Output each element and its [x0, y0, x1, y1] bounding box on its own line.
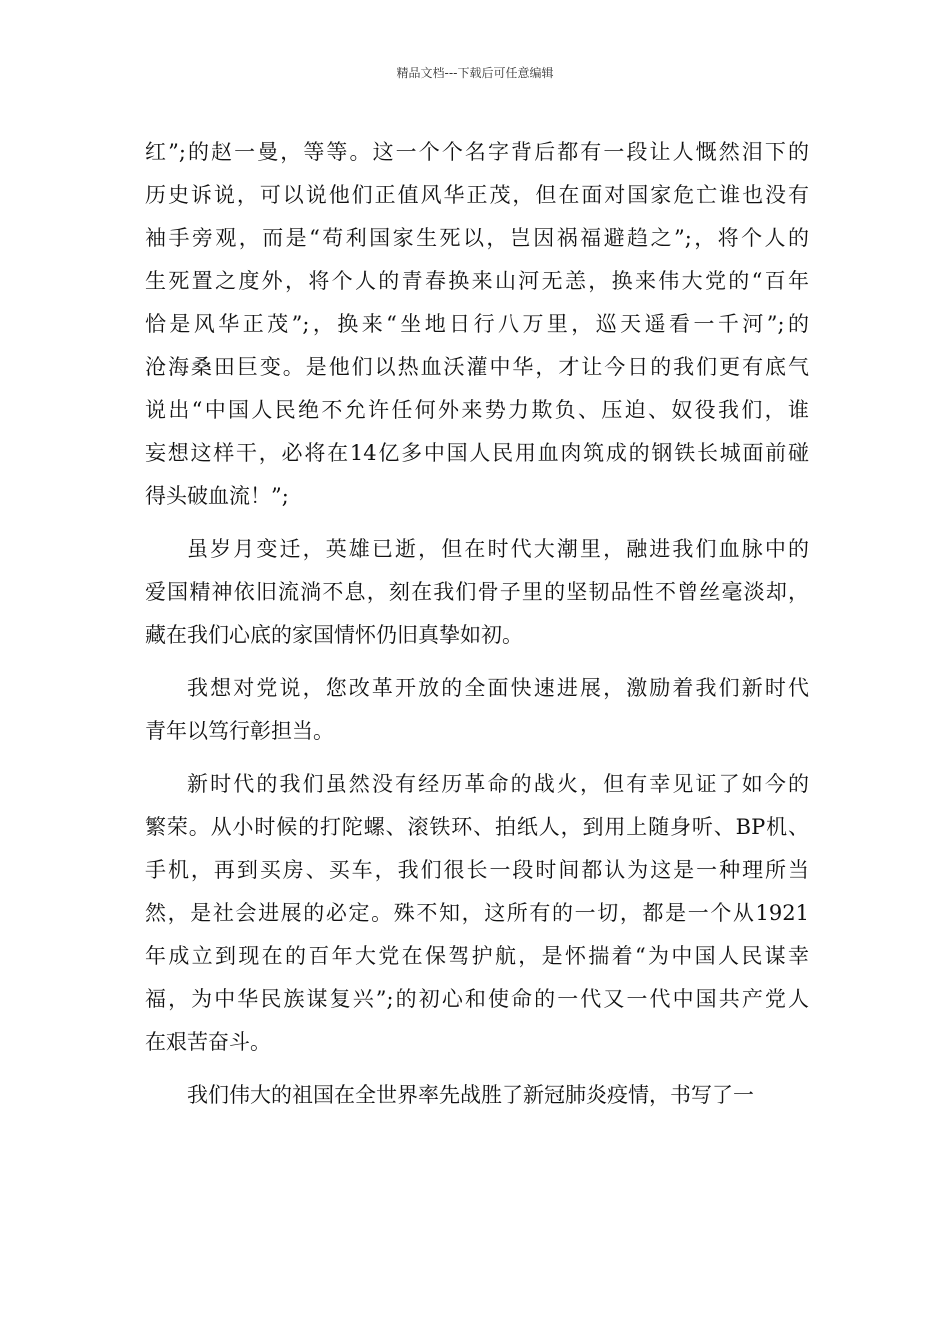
text-line: 然，是社会进展的必定。殊不知，这所有的一切，都是一个从1921 [145, 901, 809, 925]
text-line: 红”;的赵一曼，等等。这一个个名字背后都有一段让人慨然泪下的 [145, 140, 809, 164]
text-line: 恰是风华正茂”;，换来“坐地日行八万里，巡天遥看一千河”;的 [145, 312, 809, 336]
text-line: 藏在我们心底的家国情怀仍旧真挚如初。 [145, 623, 523, 647]
text-line: 我想对党说，您改革开放的全面快速进展，激励着我们新时代 [187, 676, 809, 700]
text-line: 在艰苦奋斗。 [145, 1030, 271, 1054]
text-line: 沧海桑田巨变。是他们以热血沃灌中华，才让今日的我们更有底气 [145, 355, 809, 379]
paragraph [145, 528, 809, 657]
text-line: 虽岁月变迁，英雄已逝，但在时代大潮里，融进我们血脉中的 [187, 537, 809, 561]
text-line: 年成立到现在的百年大党在保驾护航，是怀揣着“为中国人民谋幸 [145, 944, 809, 968]
text-line: 我们伟大的祖国在全世界率先战胜了新冠肺炎疫情，书写了一 [187, 1083, 754, 1107]
paragraph [145, 1074, 809, 1117]
text-line: 福，为中华民族谋复兴”;的初心和使命的一代又一代中国共产党人 [145, 987, 809, 1011]
text-line: 袖手旁观，而是“苟利国家生死以，岂因祸福避趋之”;，将个人的 [145, 226, 809, 250]
text-line: 繁荣。从小时候的打陀螺、滚铁环、拍纸人，到用上随身听、BP机、 [145, 815, 809, 839]
body-text [145, 131, 809, 1117]
text-line: 说出“中国人民绝不允许任何外来势力欺负、压迫、奴役我们，谁 [145, 398, 809, 422]
paragraph [145, 763, 809, 1064]
page-header: 精品文档---下载后可任意编辑 [396, 66, 554, 80]
text-line: 爱国精神依旧流淌不息，刻在我们骨子里的坚韧品性不曾丝毫淡却， [145, 580, 809, 604]
text-line: 新时代的我们虽然没有经历革命的战火，但有幸见证了如今的 [187, 772, 809, 796]
text-line: 妄想这样干，必将在14亿多中国人民用血肉筑成的钢铁长城面前碰 [145, 441, 809, 465]
text-line: 生死置之度外，将个人的青春换来山河无恙，换来伟大党的“百年 [145, 269, 809, 293]
text-line: 青年以笃行彰担当。 [145, 719, 334, 743]
text-line: 得头破血流！”; [145, 484, 289, 508]
paragraph [145, 667, 809, 753]
paragraph [145, 131, 809, 518]
text-line: 历史诉说，可以说他们正值风华正茂，但在面对国家危亡谁也没有 [145, 183, 809, 207]
text-line: 手机，再到买房、买车，我们很长一段时间都认为这是一种理所当 [145, 858, 809, 882]
